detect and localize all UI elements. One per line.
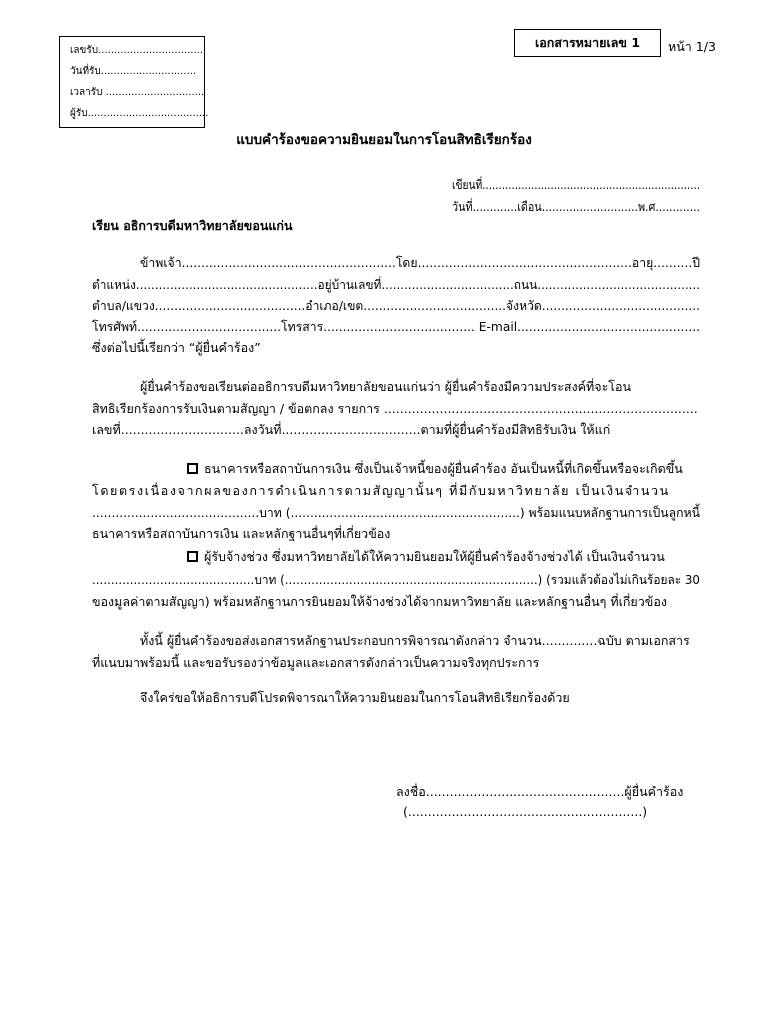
signature-name-line: (...........................................................): [403, 804, 648, 819]
receipt-time-field: เวลารับ ...............................: [70, 87, 205, 98]
option-bank-line-1: ธนาคารหรือสถาบันการเงิน ซึ่งเป็นเจ้าหนี้ของผู้ยื่นคำร้อง อันเป็นหนี้ที่เกิดขึ้นหรือจะเกิดขึ้น: [204, 461, 683, 476]
receipt-receiver-field: ผู้รับ......................................: [70, 108, 209, 119]
option-bank: [187, 459, 683, 479]
applicant-position-line: ตำแหน่ง................................................อยู่บ้านเลขที่...................................ถนน...........................................: [92, 277, 700, 292]
request-paragraph-line-3: เลขที่...............................ลงวันที่...................................ตามที่ผู้ยื่นคำร้องมีสิทธิรับเงิน ให้แก่: [92, 422, 611, 437]
option-subcontractor-line-3: ของมูลค่าตามสัญญา) พร้อมหลักฐานการยินยอมให้จ้างช่วงได้จากมหาวิทยาลัย และหลักฐานอื่นๆ ที่เกี่ยวข้อง: [92, 594, 667, 609]
request-paragraph-line-1: ผู้ยื่นคำร้องขอเรียนต่ออธิการบดีมหาวิทยาลัยขอนแก่นว่า ผู้ยื่นคำร้องมีความประสงค์ที่จะโอน: [140, 379, 632, 394]
page-number: หน้า 1/3: [668, 39, 716, 54]
option-subcontractor-line-1: ผู้รับจ้างช่วง ซึ่งมหาวิทยาลัยได้ให้ความยินยอมให้ผู้ยื่นคำร้องจ้างช่วงได้ เป็นเงินจำนวน: [204, 549, 665, 564]
option-subcontractor-line-2: ...........................................บาท (...................................................................) (รวมแล้วต้องไม่เกินร้อยละ 30: [92, 572, 700, 587]
option-bank-line-4: ธนาคารหรือสถาบันการเงิน และหลักฐานอื่นๆที่เกี่ยวข้อง: [92, 526, 391, 541]
applicant-contact-line: โทรศัพท์.....................................โทรสาร....................................... E-mail...............................................: [92, 319, 700, 334]
salutation: เรียน อธิการบดีมหาวิทยาลัยขอนแก่น: [92, 218, 293, 233]
request-paragraph-line-2: สิทธิเรียกร้องการรับเงินตามสัญญา / ข้อตกลง รายการ ...............................................................................: [92, 401, 698, 416]
bank-checkbox[interactable]: [187, 463, 198, 474]
receipt-date-field: วันที่รับ..............................: [70, 66, 197, 77]
documents-paragraph-line-2: ที่แนบมาพร้อมนี้ และขอรับรองว่าข้อมูลและเอกสารดังกล่าวเป็นความจริงทุกประการ: [92, 655, 540, 670]
option-bank-line-3: ...........................................บาท (...........................................................) พร้อมแนบหลักฐานการเป็นลูกหนี้: [92, 505, 700, 520]
applicant-name-line: ข้าพเจ้า.......................................................โดย.......................................................อายุ..........ปี: [140, 255, 700, 270]
option-subcontractor: [187, 547, 665, 567]
date-field: วันที่.............เดือน............................พ.ศ.............: [452, 199, 700, 214]
written-at-field: เขียนที่...................................................................: [452, 177, 700, 192]
option-bank-line-2: โดยตรงเนื่องจากผลของการดำเนินการตามสัญญานั้นๆ ที่มีกับมหาวิทยาลัย เป็นเงินจำนวน: [92, 483, 670, 498]
receipt-number-field: เลขรับ.................................: [70, 45, 203, 56]
document-number-box: [514, 29, 661, 57]
signature-line: ลงชื่อ..................................................ผู้ยื่นคำร้อง: [396, 784, 684, 799]
documents-paragraph-line-1: ทั้งนี้ ผู้ยื่นคำร้องขอส่งเอกสารหลักฐานประกอบการพิจารณาดังกล่าว จำนวน..............ฉบับ ตามเอกสาร: [140, 633, 690, 648]
closing-statement: จึงใคร่ขอให้อธิการบดีโปรดพิจารณาให้ความยินยอมในการโอนสิทธิเรียกร้องด้วย: [140, 690, 570, 705]
receipt-box: [59, 36, 209, 128]
applicant-district-line: ตำบล/แขวง.......................................อำเภอ/เขต.....................................จังหวัด.........................................: [92, 298, 700, 313]
subcontractor-checkbox[interactable]: [187, 551, 198, 562]
page-title: แบบคำร้องขอความยินยอมในการโอนสิทธิเรียกร้อง: [236, 132, 532, 148]
applicant-designation-line: ซึ่งต่อไปนี้เรียกว่า “ผู้ยื่นคำร้อง”: [92, 340, 261, 355]
document-number: เอกสารหมายเลข 1: [534, 35, 641, 50]
